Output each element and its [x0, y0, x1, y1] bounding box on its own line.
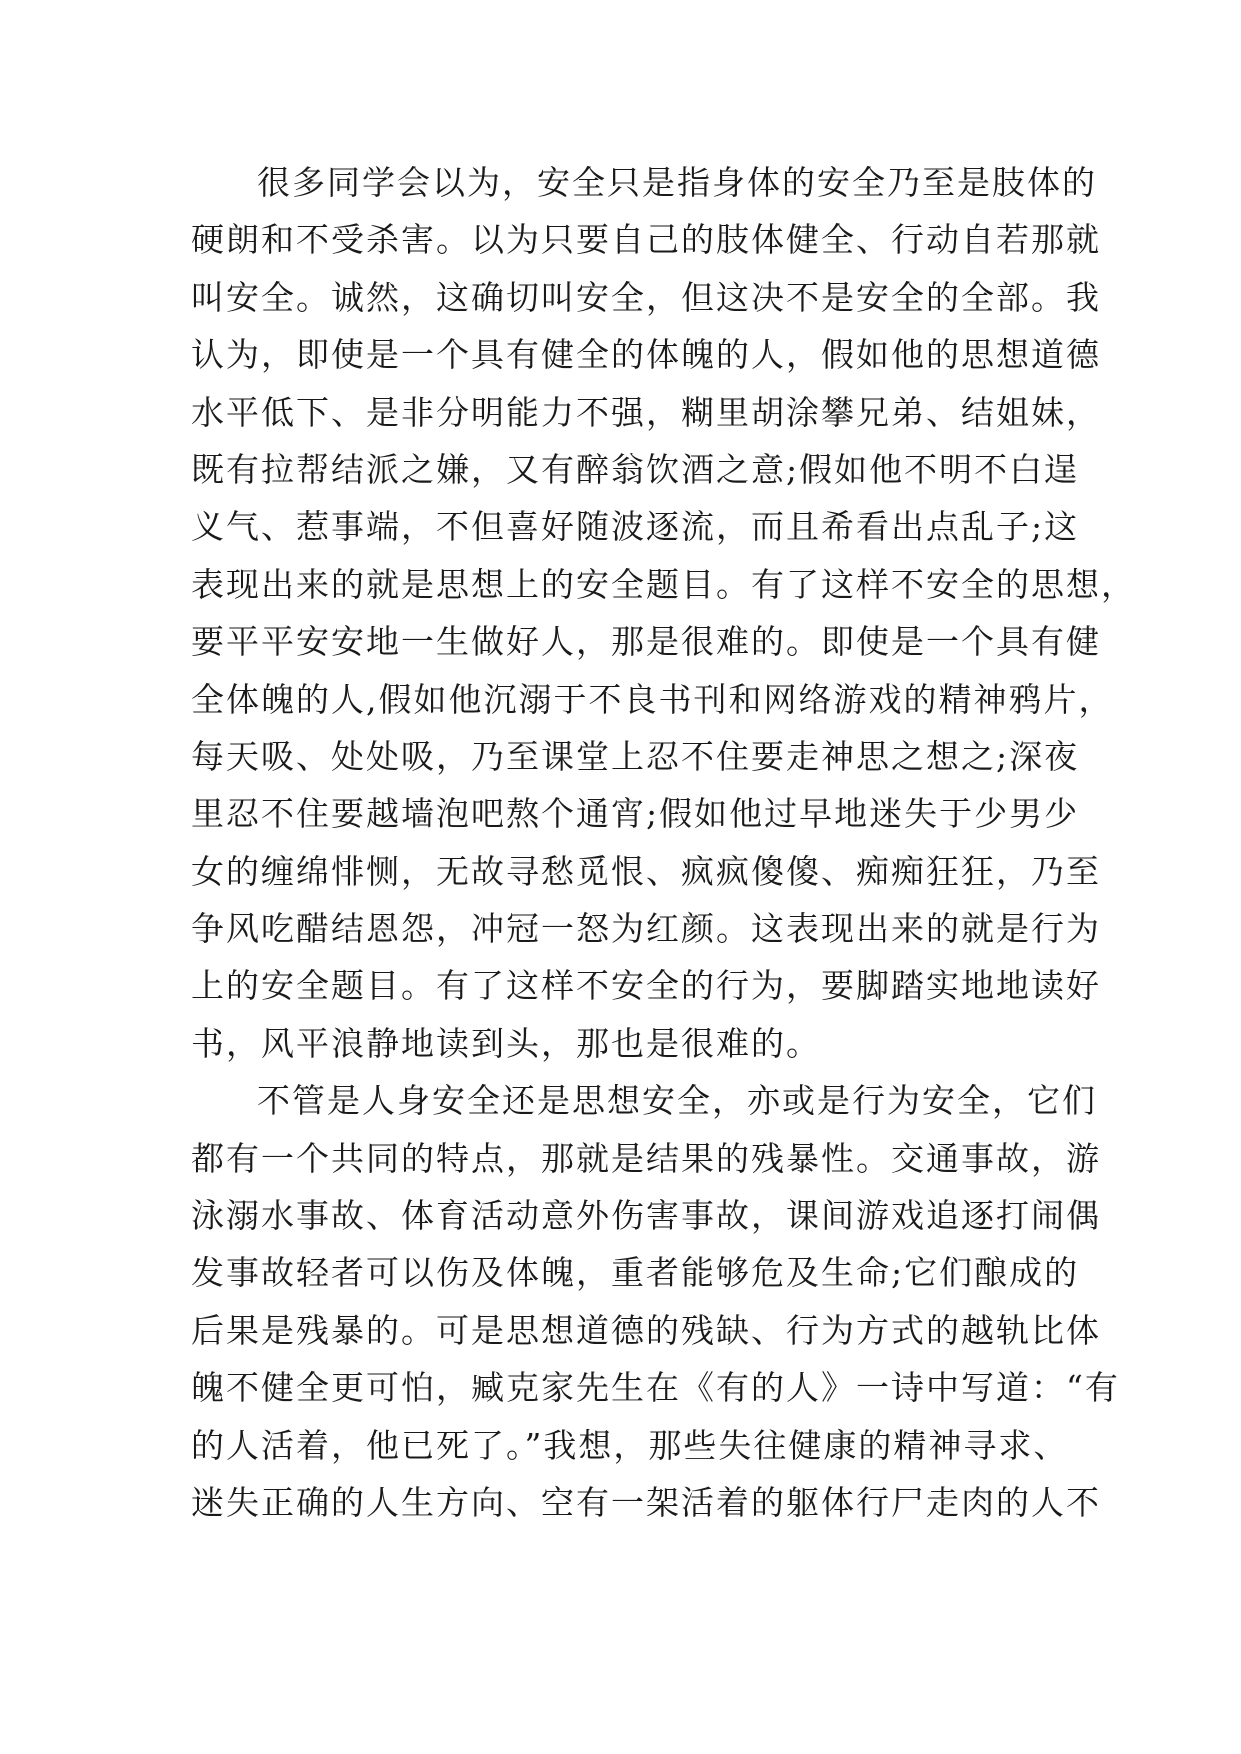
text-line: 表现出来的就是思想上的安全题目。有了这样不安全的思想，	[191, 564, 1136, 604]
text-line: 迷失正确的人生方向、空有一架活着的躯体行尸走肉的人不	[191, 1482, 1101, 1522]
text-line: 魄不健全更可怕，臧克家先生在《有的人》一诗中写道：“有	[191, 1368, 1120, 1408]
text-line: 书，风平浪静地读到头，那也是很难的。	[191, 1023, 821, 1063]
text-line: 要平平安安地一生做好人，那是很难的。即使是一个具有健	[191, 622, 1101, 662]
text-line: 认为，即使是一个具有健全的体魄的人，假如他的思想道德	[191, 335, 1101, 375]
text-line: 不管是人身安全还是思想安全，亦或是行为安全，它们	[257, 1081, 1097, 1121]
text-line: 的人活着，他已死了。”我想，那些失往健康的精神寻求、	[191, 1425, 1069, 1465]
text-line: 女的缠绵悱恻，无故寻愁觅恨、疯疯傻傻、痴痴狂狂，乃至	[191, 851, 1101, 891]
text-line: 后果是残暴的。可是思想道德的残缺、行为方式的越轨比体	[191, 1310, 1101, 1350]
text-line: 很多同学会以为，安全只是指身体的安全乃至是肢体的	[257, 163, 1097, 202]
text-line: 义气、惹事端，不但喜好随波逐流，而且希看出点乱子;这	[191, 507, 1080, 547]
paragraph-1	[191, 154, 1136, 1072]
text-line: 里忍不住要越墙泡吧熬个通宵;假如他过早地迷失于少男少	[191, 794, 1080, 834]
text-line: 争风吃醋结恩怨，冲冠一怒为红颜。这表现出来的就是行为	[191, 909, 1101, 949]
text-line: 叫安全。诚然，这确切叫安全，但这决不是安全的全部。我	[191, 277, 1101, 317]
text-line: 硬朗和不受杀害。以为只要自己的肢体健全、行动自若那就	[191, 220, 1101, 260]
text-line: 既有拉帮结派之嫌，又有醉翁饮酒之意;假如他不明不白逞	[191, 449, 1080, 489]
text-line: 泳溺水事故、体育活动意外伤害事故，课间游戏追逐打闹偶	[191, 1196, 1101, 1236]
text-line: 发事故轻者可以伤及体魄，重者能够危及生命;它们酿成的	[191, 1253, 1080, 1293]
text-line: 每天吸、处处吸，乃至课堂上忍不住要走神思之想之;深夜	[191, 736, 1080, 776]
text-line: 上的安全题目。有了这样不安全的行为，要脚踏实地地读好	[191, 966, 1101, 1006]
text-line: 都有一个共同的特点，那就是结果的残暴性。交通事故，游	[191, 1138, 1101, 1178]
body-text	[191, 154, 1136, 1531]
paragraph-2	[191, 1072, 1120, 1531]
text-line: 水平低下、是非分明能力不强，糊里胡涂攀兄弟、结姐妹，	[191, 392, 1101, 432]
text-line: 全体魄的人,假如他沉溺于不良书刊和网络游戏的精神鸦片，	[191, 679, 1114, 719]
